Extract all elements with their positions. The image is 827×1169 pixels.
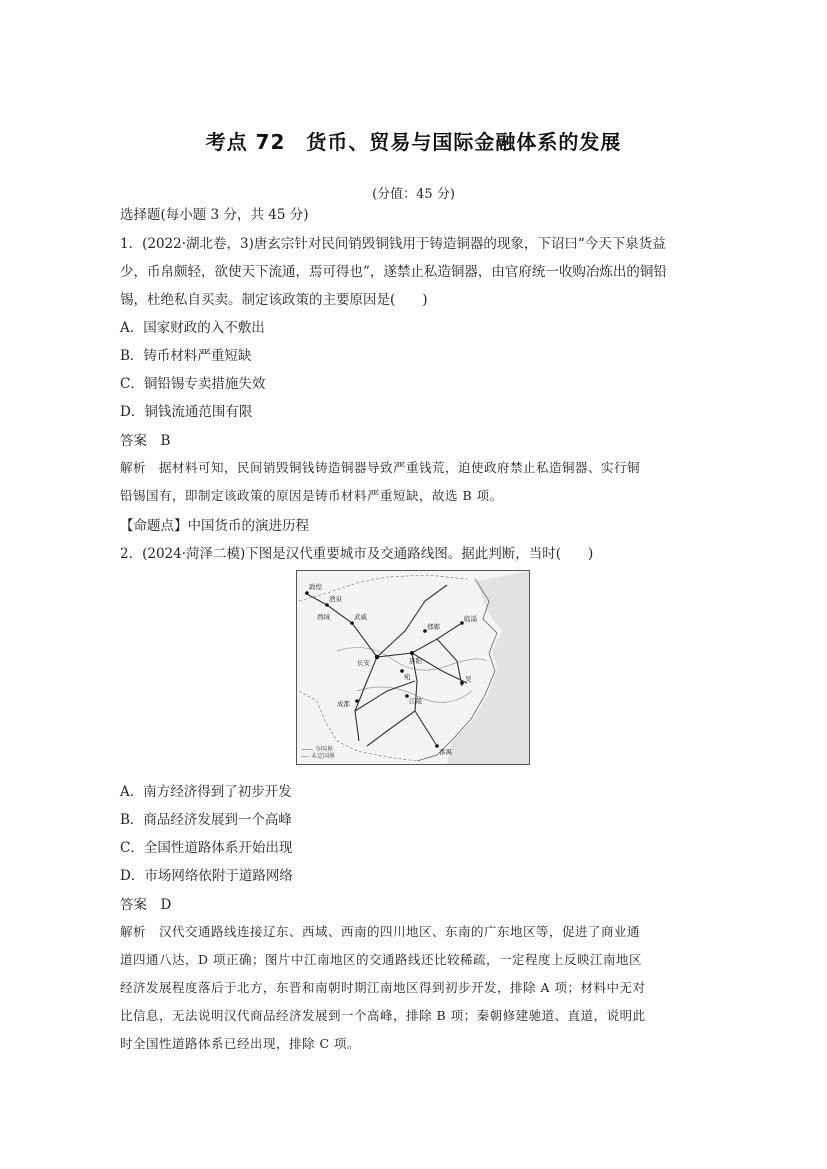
map-label-xiyu: 西域 <box>317 613 330 621</box>
score-note: (分值：45 分) <box>372 187 455 202</box>
map-label-changan: 长安 <box>357 659 370 667</box>
map-label-jiuquan: 酒泉 <box>329 595 342 603</box>
map-label-luoyang: 洛阳 <box>409 657 422 665</box>
q1-option-a: A．国家财政的入不敷出 <box>120 320 265 336</box>
q2-option-d: D．市场网络依附于道路网络 <box>120 868 293 884</box>
legend-border: 今国界 <box>314 746 333 753</box>
q2-explanation-line: 解析 汉代交通路线连接辽东、西域、西南的四川地区、东南的广东地区等，促进了商业通 <box>120 924 641 939</box>
q2-option-a: A．南方经济得到了初步开发 <box>120 784 292 800</box>
map-drawing <box>297 571 529 764</box>
map-label-chengdu: 成都 <box>337 700 350 708</box>
map-label-wan: 宛 <box>404 673 411 681</box>
q1-answer: 答案 B <box>120 433 171 449</box>
map-legend: —— 今国界 ---- 未定国界 <box>301 746 336 760</box>
q1-knowledge-point: 【命题点】中国货币的演进历程 <box>120 518 309 534</box>
q2-explanation-line: 经济发展程度落后于北方，东晋和南朝时期江南地区得到初步开发，排除 A 项；材料中无对 <box>120 980 646 995</box>
q1-stem-line: 1．(2022·湖北卷，3)唐玄宗针对民间销毁铜钱用于铸造铜器的现象，下诏曰“今天下泉货益 <box>120 236 666 252</box>
q2-explanation-line: 时全国性道路体系已经出现，排除 C 项。 <box>120 1036 361 1051</box>
legend-undefined-border: 未定国界 <box>311 753 336 760</box>
q2-explanation-line: 道四通八达，D 项正确；图片中江南地区的交通路线还比较稀疏，一定程度上反映江南地区 <box>120 952 642 967</box>
q2-answer: 答案 D <box>120 897 172 913</box>
q1-option-c: C．铜铅锡专卖措施失效 <box>120 376 266 392</box>
map-label-handan: 邯郸 <box>427 623 440 631</box>
q2-stem: 2．(2024·菏泽二模)下图是汉代重要城市及交通路线图。据此判断，当时( ) <box>120 546 594 562</box>
q1-explanation-line: 铅锡国有，即制定该政策的原因是铸币材料严重短缺，故选 B 项。 <box>120 488 503 503</box>
q1-option-b: B．铸币材料严重短缺 <box>120 348 252 364</box>
map-label-panyu: 番禺 <box>439 748 452 756</box>
map-label-linzi: 临淄 <box>464 615 477 623</box>
q1-option-d: D．铜钱流通范围有限 <box>120 404 253 420</box>
map-label-dunhuang: 敦煌 <box>309 583 322 591</box>
page-title: 考点 72 货币、贸易与国际金融体系的发展 <box>205 130 622 154</box>
q2-option-b: B．商品经济发展到一个高峰 <box>120 812 292 828</box>
map-label-wuwei: 武威 <box>354 613 367 621</box>
q2-option-c: C．全国性道路体系开始出现 <box>120 840 293 856</box>
map-label-wu: 吴 <box>465 675 472 683</box>
q2-explanation-line: 比信息，无法说明汉代商品经济发展到一个高峰，排除 B 项；秦朝修建驰道、直道，说明此 <box>120 1008 646 1023</box>
q1-stem-line: 锡，杜绝私自买卖。制定该政策的主要原因是( ) <box>120 292 428 308</box>
section-heading: 选择题(每小题 3 分，共 45 分) <box>120 207 309 223</box>
q1-stem-line: 少，币帛颇轻，欲使天下流通，焉可得也”，遂禁止私造铜器，由官府统一收购冶炼出的铜铅 <box>120 264 667 280</box>
q1-explanation-line: 解析 据材料可知，民间销毁铜钱铸造铜器导致严重钱荒，迫使政府禁止私造铜器、实行铜 <box>120 460 641 475</box>
han-dynasty-map <box>296 570 530 765</box>
map-label-jiangling: 江陵 <box>409 697 422 705</box>
